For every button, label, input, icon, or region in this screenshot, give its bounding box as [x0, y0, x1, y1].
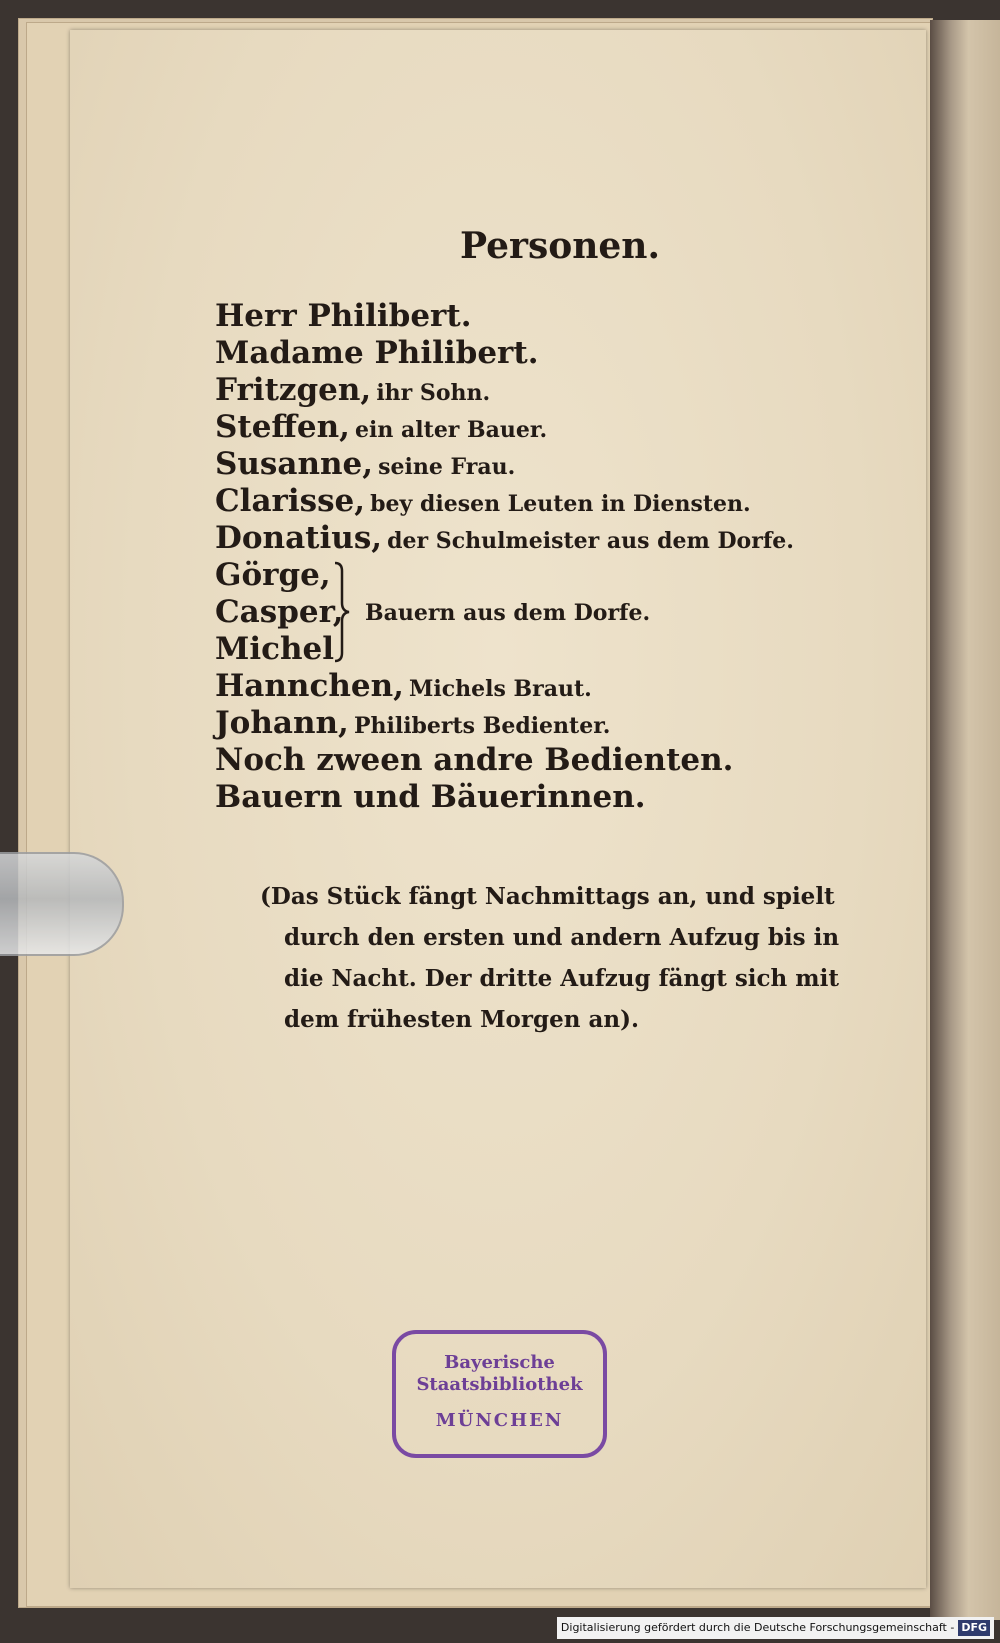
character-description: seine Frau. [378, 454, 516, 480]
character-name: Madame Philibert. [215, 335, 539, 371]
cast-row [215, 409, 794, 446]
character-name: Fritzgen, [215, 372, 372, 408]
cast-row [215, 483, 794, 520]
stamp-line: Bayerische [444, 1352, 555, 1373]
cast-row [215, 705, 794, 742]
character-name: Johann, [215, 705, 349, 741]
stamp-line: Staatsbibliothek [416, 1374, 583, 1395]
character-name: Bauern und Bäuerinnen. [215, 779, 646, 815]
cast-list-top [215, 298, 794, 557]
cast-group-name: Görge, [215, 557, 331, 593]
character-name: Noch zween andre Bedienten. [215, 742, 734, 778]
character-name: Herr Philibert. [215, 298, 472, 334]
cast-row [215, 446, 794, 483]
stage-note: (Das Stück fängt Nachmittags an, und spielt durch den ersten und andern Aufzug bis in die Nacht. Der dritte Aufzug fängt sich mit dem frühesten Morgen an). [260, 883, 840, 1033]
cast-row [215, 742, 794, 779]
page-title: Personen. [459, 225, 661, 267]
cast-group [215, 557, 794, 668]
character-name: Susanne, [215, 446, 374, 482]
footer-text: Digitalisierung gefördert durch die Deutsche Forschungsgemeinschaft - [560, 1621, 955, 1634]
cast-group-name: Michel [215, 631, 335, 667]
cast-list-bottom [215, 668, 794, 816]
cast-group-name: Casper, [215, 594, 344, 630]
character-description: Philiberts Bedienter. [353, 713, 611, 739]
cast-row [215, 335, 794, 372]
character-name: Hannchen, [215, 668, 404, 704]
cast-row [215, 520, 794, 557]
page-clip [0, 852, 124, 956]
character-name: Steffen, [215, 409, 350, 445]
cast-row [215, 668, 794, 705]
character-name: Donatius, [215, 520, 383, 556]
cast-row [215, 372, 794, 409]
character-description: ein alter Bauer. [355, 417, 548, 443]
character-name: Clarisse, [215, 483, 366, 519]
character-description: der Schulmeister aus dem Dorfe. [387, 528, 794, 554]
cast-row [215, 779, 794, 816]
cast-row [215, 298, 794, 335]
stamp-line: MÜNCHEN [435, 1410, 564, 1431]
brace-icon [333, 561, 351, 663]
character-description: ihr Sohn. [376, 380, 491, 406]
character-description: bey diesen Leuten in Diensten. [370, 491, 751, 517]
dfg-logo: DFG [958, 1620, 990, 1636]
library-stamp [392, 1330, 607, 1458]
digitization-footer [557, 1617, 994, 1639]
cast-group-description: Bauern aus dem Dorfe. [365, 600, 651, 626]
character-description: Michels Braut. [409, 676, 592, 702]
cast-list [215, 298, 794, 816]
